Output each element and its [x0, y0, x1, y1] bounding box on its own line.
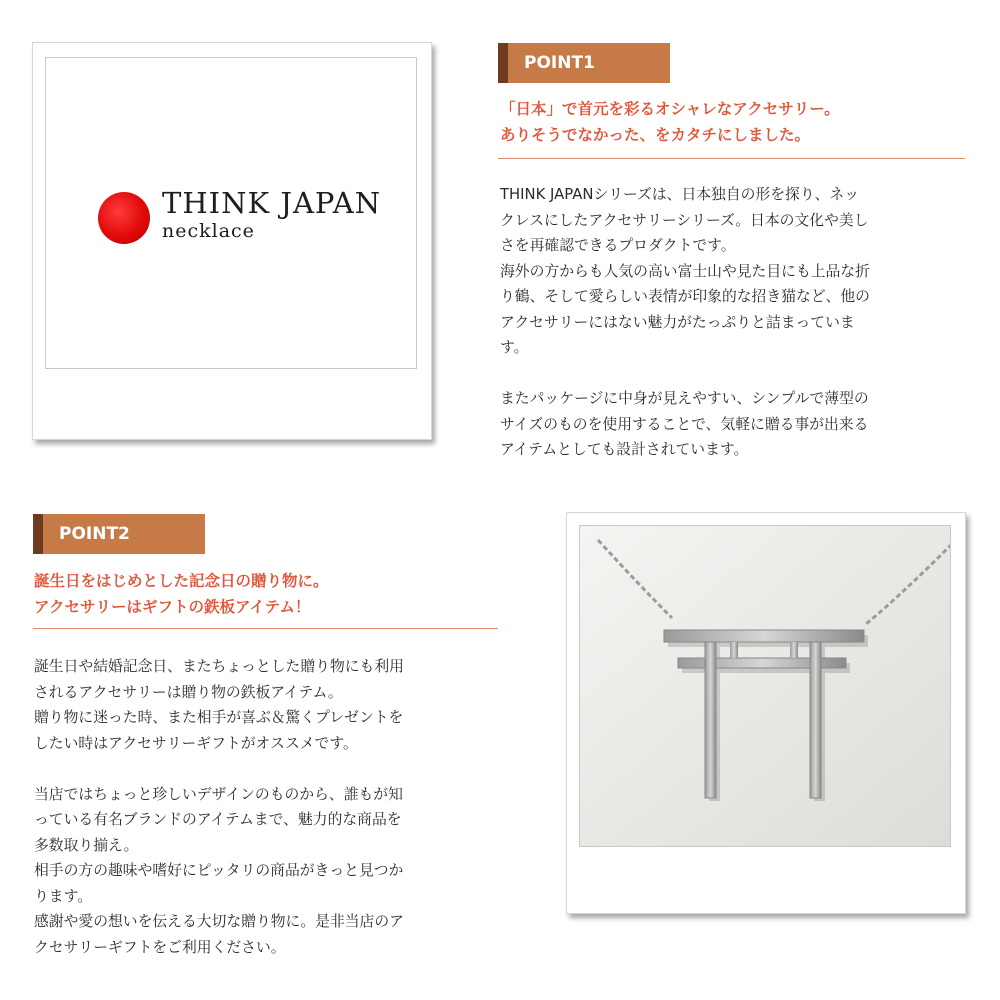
body-line: 相手の方の趣味や嗜好にピッタリの商品がきっと見つか	[34, 862, 404, 879]
divider	[498, 158, 965, 159]
point2-body	[34, 654, 404, 960]
red-sun-icon	[98, 192, 150, 244]
body-line: 海外の方からも人気の高い富士山や見た目にも上品な折	[500, 262, 870, 280]
body-line: 多数取り揃え。	[34, 836, 139, 854]
headline-line: ありそうでなかった、をカタチにしました。	[500, 126, 811, 144]
body-line: 贈り物に迷った時、また相手が喜ぶ＆驚くプレゼントを	[34, 709, 404, 726]
body-line: またパッケージに中身が見えやすい、シンプルで薄型の	[500, 390, 869, 407]
body-line: 当店ではちょっと珍しいデザインのものから、誰もが知	[34, 785, 403, 803]
logo-title: THINK JAPAN	[162, 186, 382, 220]
body-line: ります。	[34, 887, 93, 905]
logo-panel	[45, 57, 417, 369]
body-line: クセサリーギフトをご利用ください。	[34, 938, 286, 956]
body-line: クレスにしたアクセサリーシリーズ。日本の文化や美し	[500, 211, 869, 229]
point2-headline	[34, 568, 329, 620]
body-line: す。	[500, 339, 529, 356]
headline-line: 「日本」で首元を彩るオシャレなアクセサリー。	[500, 100, 840, 118]
body-line: されるアクセサリーは贈り物の鉄板アイテム。	[34, 683, 343, 701]
body-line: アイテムとしても設計されています。	[500, 441, 749, 458]
point1-headline	[500, 96, 840, 148]
body-line: っている有名ブランドのアイテムまで、魅力的な商品を	[34, 811, 402, 828]
body-line: さを再確認できるプロダクトです。	[500, 237, 736, 254]
torii-necklace-icon	[580, 526, 950, 846]
logo-photo-frame	[32, 42, 432, 440]
headline-line: 誕生日をはじめとした記念日の贈り物に。	[34, 572, 329, 590]
body-line: THINK JAPANシリーズは、日本独自の形を探り、ネッ	[500, 186, 860, 203]
body-line	[500, 361, 870, 387]
body-line: り鶴、そして愛らしい表情が印象的な招き猫など、他の	[500, 288, 870, 305]
point1-body	[500, 182, 870, 463]
body-line	[34, 756, 404, 782]
body-line: サイズのものを使用することで、気軽に贈る事が出来る	[500, 415, 869, 433]
body-line: したい時はアクセサリーギフトがオススメです。	[34, 734, 358, 752]
point1-label: POINT1	[498, 43, 670, 83]
necklace-photo-frame	[566, 512, 966, 914]
body-line: 感謝や愛の想いを伝える大切な贈り物に。是非当店のア	[34, 913, 404, 930]
body-line: 誕生日や結婚記念日、またちょっとした贈り物にも利用	[34, 658, 404, 675]
point2-label: POINT2	[33, 514, 205, 554]
headline-line: アクセサリーはギフトの鉄板アイテム！	[34, 598, 311, 616]
logo-subtitle: necklace	[162, 220, 255, 242]
necklace-photo	[579, 525, 951, 847]
divider	[33, 628, 498, 629]
body-line: アクセサリーにはない魅力がたっぷりと詰まっていま	[500, 313, 855, 331]
